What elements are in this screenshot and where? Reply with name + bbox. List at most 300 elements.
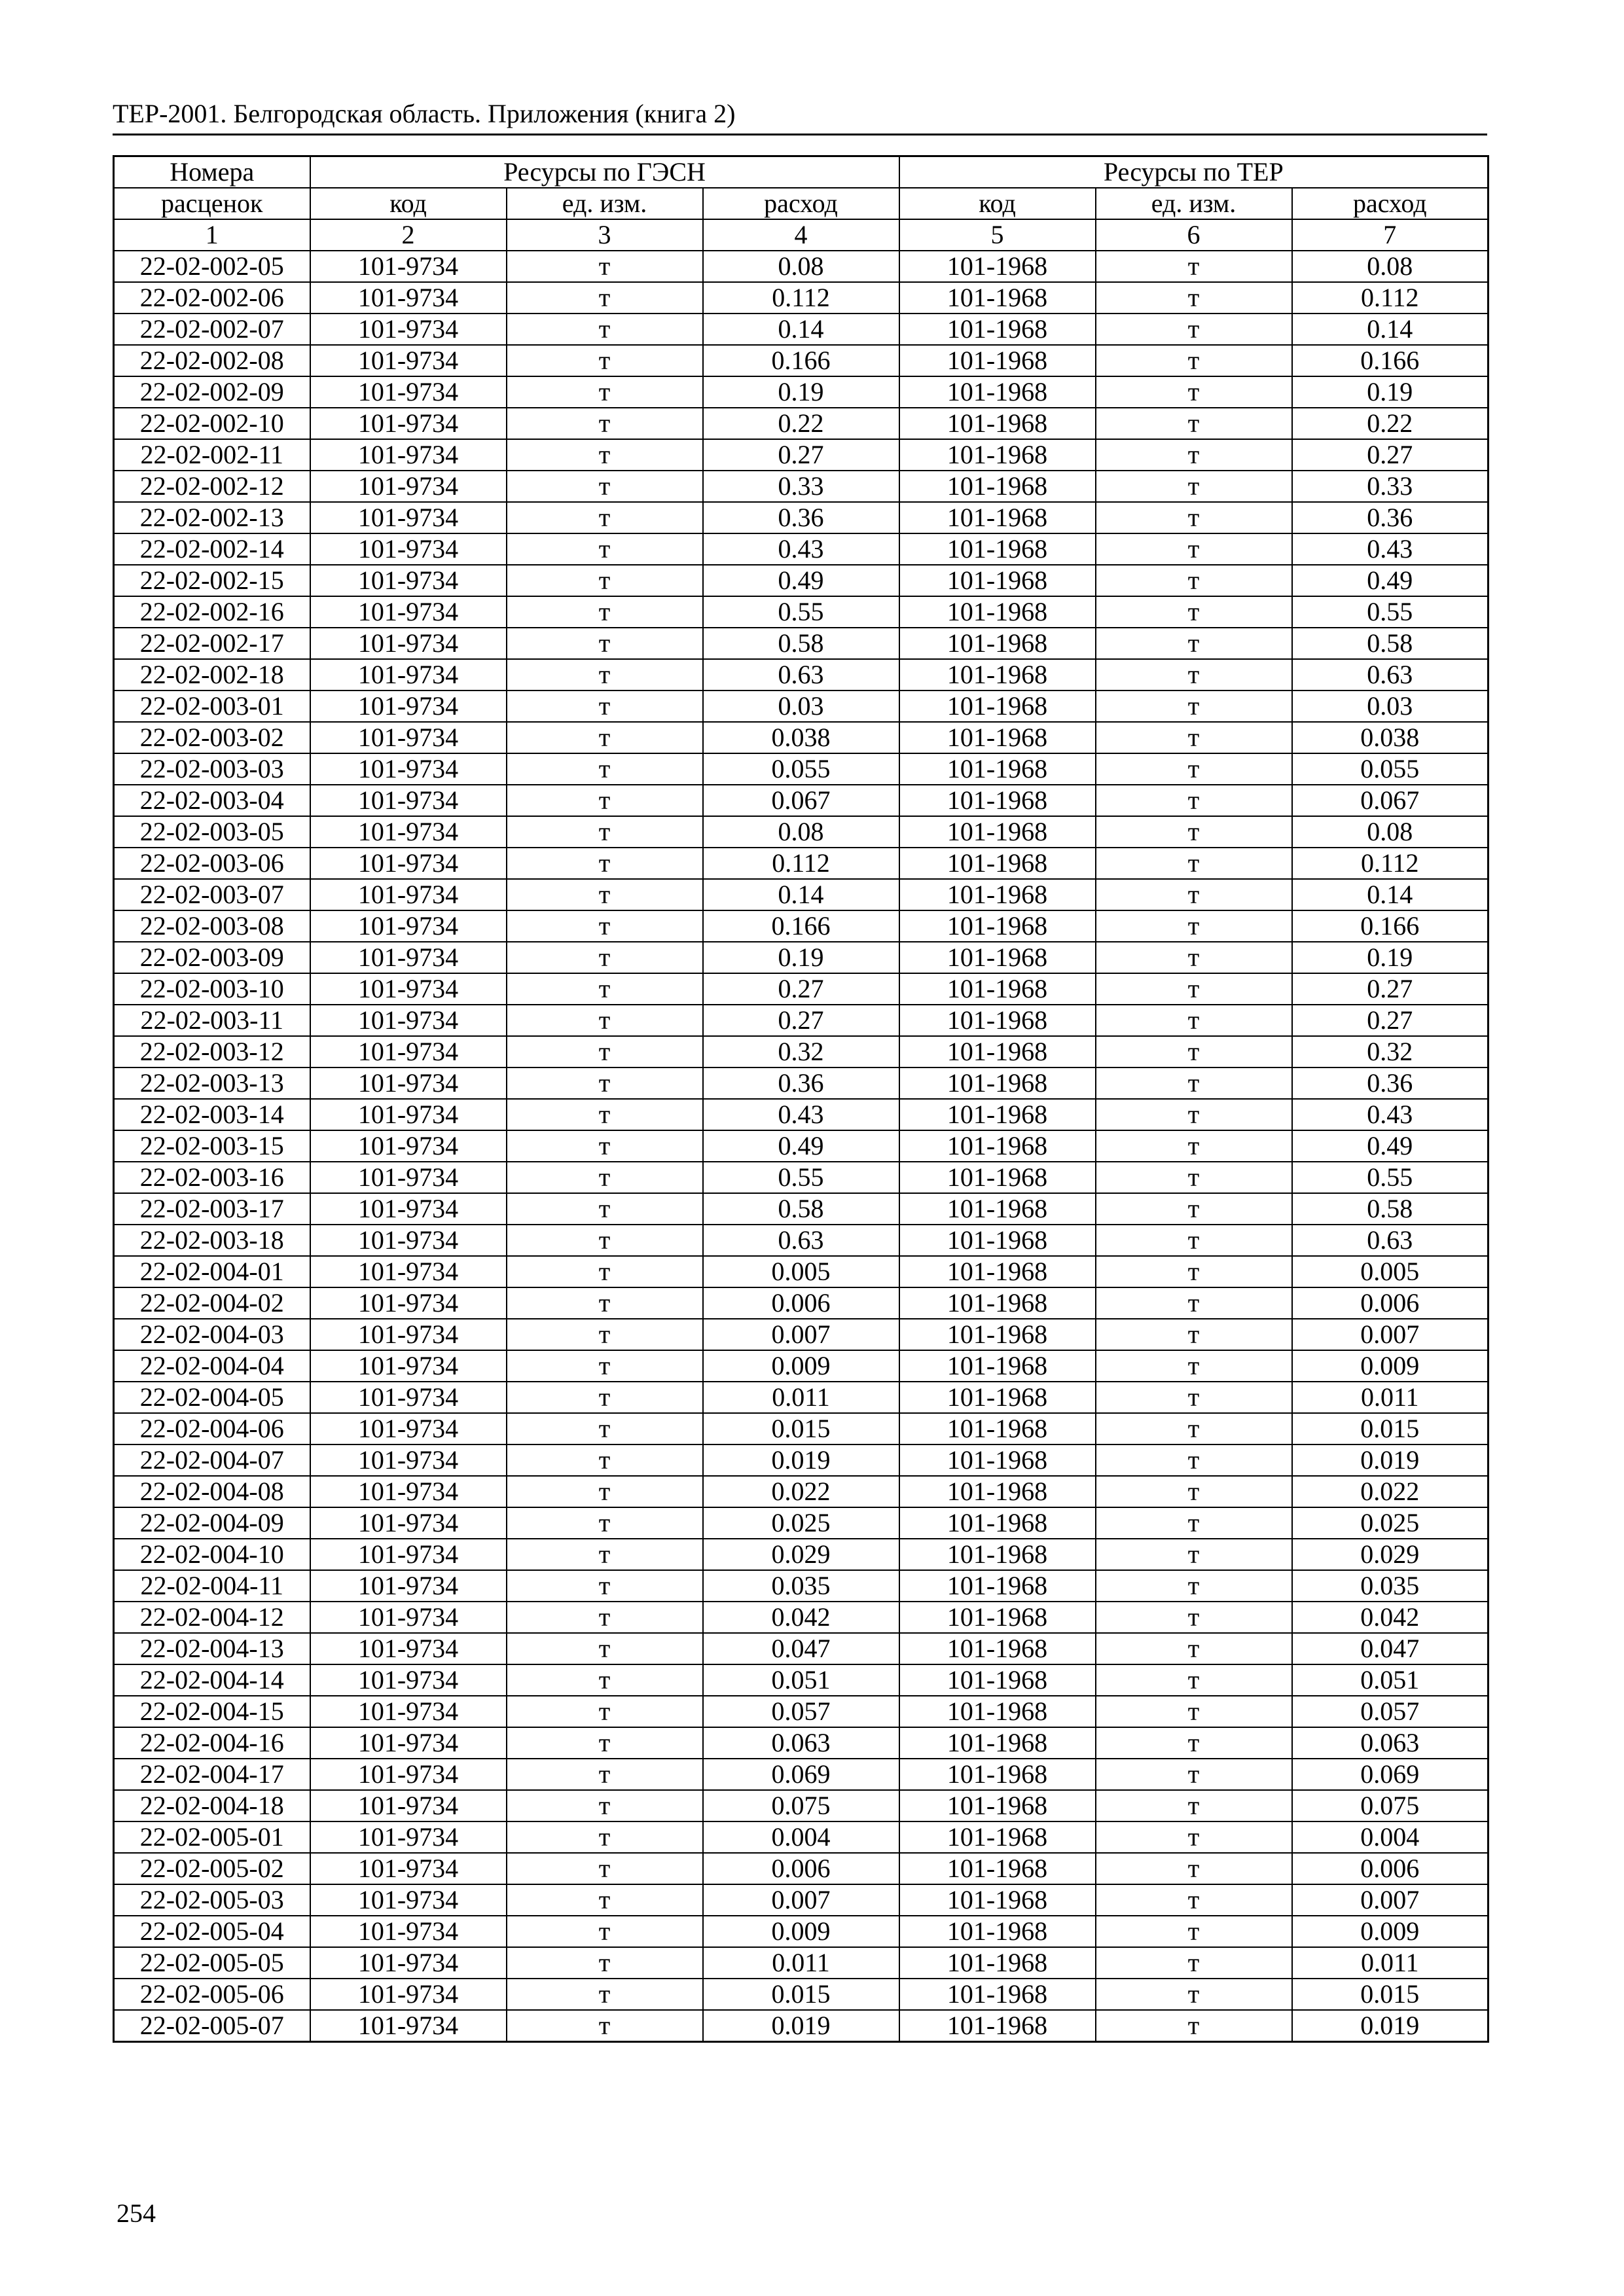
table-row [114, 1633, 1489, 1664]
gesn-code-cell: 101-9734 [310, 1727, 507, 1759]
ter-unit-cell: т [1096, 879, 1292, 910]
ter-unit-cell: т [1096, 1319, 1292, 1350]
gesn-consumption-cell: 0.019 [703, 1444, 899, 1476]
gesn-code-cell: 101-9734 [310, 282, 507, 314]
ter-code-cell: 101-1968 [899, 1759, 1096, 1790]
gesn-unit-cell: т [507, 596, 703, 628]
ter-consumption-cell: 0.55 [1292, 1162, 1489, 1193]
table-row [114, 722, 1489, 753]
gesn-consumption-cell: 0.36 [703, 502, 899, 533]
ter-unit-cell: т [1096, 1539, 1292, 1570]
table-row [114, 314, 1489, 345]
gesn-consumption-cell: 0.14 [703, 314, 899, 345]
ter-unit-cell: т [1096, 1287, 1292, 1319]
rate-number-cell: 22-02-003-14 [114, 1099, 310, 1130]
gesn-code-cell: 101-9734 [310, 1162, 507, 1193]
ter-unit-cell: т [1096, 1884, 1292, 1916]
rate-number-cell: 22-02-002-18 [114, 659, 310, 691]
rate-number-cell: 22-02-005-02 [114, 1853, 310, 1884]
ter-consumption-cell: 0.14 [1292, 314, 1489, 345]
gesn-code-cell: 101-9734 [310, 251, 507, 282]
gesn-consumption-cell: 0.03 [703, 691, 899, 722]
gesn-unit-cell: т [507, 973, 703, 1005]
gesn-code-cell: 101-9734 [310, 910, 507, 942]
gesn-code-cell: 101-9734 [310, 659, 507, 691]
table-row [114, 1759, 1489, 1790]
resources-table [113, 155, 1489, 2043]
gesn-unit-cell: т [507, 439, 703, 471]
gesn-consumption-cell: 0.27 [703, 973, 899, 1005]
ter-consumption-cell: 0.004 [1292, 1821, 1489, 1853]
table-row [114, 1005, 1489, 1036]
ter-unit-cell: т [1096, 533, 1292, 565]
ter-unit-cell: т [1096, 753, 1292, 785]
table-row [114, 1036, 1489, 1067]
gesn-unit-cell: т [507, 753, 703, 785]
ter-code-cell: 101-1968 [899, 1790, 1096, 1821]
gesn-consumption-cell: 0.009 [703, 1350, 899, 1382]
ter-unit-cell: т [1096, 314, 1292, 345]
ter-consumption-cell: 0.006 [1292, 1287, 1489, 1319]
gesn-unit-header: ед. изм. [507, 188, 703, 219]
ter-code-cell: 101-1968 [899, 1916, 1096, 1947]
table-row [114, 1602, 1489, 1633]
ter-consumption-cell: 0.069 [1292, 1759, 1489, 1790]
rate-number-cell: 22-02-002-11 [114, 439, 310, 471]
gesn-unit-cell: т [507, 251, 703, 282]
gesn-code-cell: 101-9734 [310, 1759, 507, 1790]
ter-unit-cell: т [1096, 1036, 1292, 1067]
ter-code-cell: 101-1968 [899, 1005, 1096, 1036]
group-header-row [114, 156, 1489, 188]
ter-code-cell: 101-1968 [899, 1162, 1096, 1193]
gesn-code-cell: 101-9734 [310, 1036, 507, 1067]
ter-consumption-cell: 0.057 [1292, 1696, 1489, 1727]
ter-code-cell: 101-1968 [899, 1130, 1096, 1162]
ter-unit-cell: т [1096, 1727, 1292, 1759]
ter-code-cell: 101-1968 [899, 1476, 1096, 1507]
gesn-consumption-cell: 0.009 [703, 1916, 899, 1947]
rate-number-cell: 22-02-005-05 [114, 1947, 310, 1979]
gesn-code-cell: 101-9734 [310, 1005, 507, 1036]
table-row [114, 1947, 1489, 1979]
gesn-consumption-cell: 0.166 [703, 910, 899, 942]
gesn-code-cell: 101-9734 [310, 1382, 507, 1413]
gesn-code-cell: 101-9734 [310, 1947, 507, 1979]
gesn-consumption-cell: 0.22 [703, 408, 899, 439]
ter-code-cell: 101-1968 [899, 1884, 1096, 1916]
ter-unit-cell: т [1096, 1225, 1292, 1256]
table-row [114, 1413, 1489, 1444]
rate-number-cell: 22-02-003-09 [114, 942, 310, 973]
gesn-consumption-cell: 0.14 [703, 879, 899, 910]
rate-number-cell: 22-02-002-06 [114, 282, 310, 314]
ter-consumption-cell: 0.006 [1292, 1853, 1489, 1884]
ter-consumption-cell: 0.166 [1292, 345, 1489, 376]
ter-code-cell: 101-1968 [899, 1602, 1096, 1633]
table-row [114, 1853, 1489, 1884]
ter-consumption-cell: 0.27 [1292, 439, 1489, 471]
rate-number-cell: 22-02-003-03 [114, 753, 310, 785]
ter-code-cell: 101-1968 [899, 533, 1096, 565]
rate-number-cell: 22-02-003-13 [114, 1067, 310, 1099]
gesn-code-cell: 101-9734 [310, 1602, 507, 1633]
table-row [114, 1916, 1489, 1947]
rate-number-cell: 22-02-004-07 [114, 1444, 310, 1476]
ter-code-cell: 101-1968 [899, 345, 1096, 376]
ter-consumption-cell: 0.27 [1292, 973, 1489, 1005]
gesn-consumption-cell: 0.49 [703, 1130, 899, 1162]
ter-unit-cell: т [1096, 1947, 1292, 1979]
gesn-consumption-cell: 0.58 [703, 1193, 899, 1225]
rate-number-cell: 22-02-004-01 [114, 1256, 310, 1287]
ter-code-cell: 101-1968 [899, 439, 1096, 471]
table-row [114, 1256, 1489, 1287]
sub-header-row [114, 188, 1489, 219]
gesn-consumption-cell: 0.007 [703, 1319, 899, 1350]
ter-consumption-cell: 0.047 [1292, 1633, 1489, 1664]
ter-unit-cell: т [1096, 345, 1292, 376]
ter-consumption-cell: 0.32 [1292, 1036, 1489, 1067]
ter-code-cell: 101-1968 [899, 1947, 1096, 1979]
table-row [114, 471, 1489, 502]
gesn-unit-cell: т [507, 1853, 703, 1884]
ter-code-cell: 101-1968 [899, 376, 1096, 408]
gesn-code-cell: 101-9734 [310, 848, 507, 879]
ter-consumption-cell: 0.49 [1292, 1130, 1489, 1162]
ter-code-cell: 101-1968 [899, 1664, 1096, 1696]
gesn-code-cell: 101-9734 [310, 785, 507, 816]
gesn-code-cell: 101-9734 [310, 942, 507, 973]
ter-unit-cell: т [1096, 408, 1292, 439]
table-row [114, 282, 1489, 314]
table-row [114, 596, 1489, 628]
ter-unit-cell: т [1096, 1853, 1292, 1884]
gesn-unit-cell: т [507, 1633, 703, 1664]
gesn-consumption-cell: 0.32 [703, 1036, 899, 1067]
ter-code-header: код [899, 188, 1096, 219]
gesn-consumption-cell: 0.49 [703, 565, 899, 596]
gesn-unit-cell: т [507, 345, 703, 376]
table-row [114, 942, 1489, 973]
rate-number-cell: 22-02-004-08 [114, 1476, 310, 1507]
ter-code-cell: 101-1968 [899, 1319, 1096, 1350]
gesn-code-cell: 101-9734 [310, 1664, 507, 1696]
gesn-code-cell: 101-9734 [310, 879, 507, 910]
gesn-unit-cell: т [507, 1790, 703, 1821]
ter-consumption-cell: 0.22 [1292, 408, 1489, 439]
rate-number-cell: 22-02-004-14 [114, 1664, 310, 1696]
table-row [114, 753, 1489, 785]
rate-number-cell: 22-02-004-12 [114, 1602, 310, 1633]
rate-number-cell: 22-02-004-02 [114, 1287, 310, 1319]
column-number: 2 [310, 219, 507, 251]
ter-consumption-cell: 0.025 [1292, 1507, 1489, 1539]
gesn-unit-cell: т [507, 1413, 703, 1444]
gesn-consumption-cell: 0.004 [703, 1821, 899, 1853]
gesn-unit-cell: т [507, 942, 703, 973]
table-row [114, 1727, 1489, 1759]
gesn-unit-cell: т [507, 1130, 703, 1162]
table-row [114, 408, 1489, 439]
rate-number-cell: 22-02-004-16 [114, 1727, 310, 1759]
gesn-unit-cell: т [507, 691, 703, 722]
gesn-unit-cell: т [507, 659, 703, 691]
table-row [114, 251, 1489, 282]
ter-unit-cell: т [1096, 1350, 1292, 1382]
gesn-unit-cell: т [507, 1759, 703, 1790]
rate-number-cell: 22-02-002-08 [114, 345, 310, 376]
gesn-consumption-cell: 0.112 [703, 848, 899, 879]
ter-code-cell: 101-1968 [899, 314, 1096, 345]
rate-number-cell: 22-02-002-14 [114, 533, 310, 565]
gesn-code-cell: 101-9734 [310, 1256, 507, 1287]
gesn-unit-cell: т [507, 1067, 703, 1099]
rate-number-cell: 22-02-004-09 [114, 1507, 310, 1539]
rate-number-cell: 22-02-002-15 [114, 565, 310, 596]
table-row [114, 910, 1489, 942]
gesn-unit-cell: т [507, 2010, 703, 2042]
ter-code-cell: 101-1968 [899, 628, 1096, 659]
table-row [114, 973, 1489, 1005]
ter-consumption-cell: 0.038 [1292, 722, 1489, 753]
table-row [114, 1444, 1489, 1476]
gesn-consumption-cell: 0.006 [703, 1853, 899, 1884]
ter-code-cell: 101-1968 [899, 282, 1096, 314]
ter-consumption-cell: 0.03 [1292, 691, 1489, 722]
ter-unit-cell: т [1096, 439, 1292, 471]
gesn-code-cell: 101-9734 [310, 722, 507, 753]
ter-unit-cell: т [1096, 1602, 1292, 1633]
column-number: 3 [507, 219, 703, 251]
ter-unit-cell: т [1096, 722, 1292, 753]
ter-consumption-cell: 0.58 [1292, 628, 1489, 659]
gesn-unit-cell: т [507, 879, 703, 910]
gesn-unit-cell: т [507, 1602, 703, 1633]
gesn-code-cell: 101-9734 [310, 439, 507, 471]
gesn-unit-cell: т [507, 1664, 703, 1696]
ter-consumption-cell: 0.015 [1292, 1413, 1489, 1444]
column-number: 5 [899, 219, 1096, 251]
ter-consumption-cell: 0.58 [1292, 1193, 1489, 1225]
table-row [114, 1979, 1489, 2010]
column-number: 4 [703, 219, 899, 251]
gesn-code-cell: 101-9734 [310, 1287, 507, 1319]
rate-number-cell: 22-02-002-12 [114, 471, 310, 502]
gesn-code-cell: 101-9734 [310, 1979, 507, 2010]
ter-code-cell: 101-1968 [899, 848, 1096, 879]
ter-code-cell: 101-1968 [899, 565, 1096, 596]
ter-unit-cell: т [1096, 785, 1292, 816]
table-row [114, 1382, 1489, 1413]
rate-number-cell: 22-02-005-01 [114, 1821, 310, 1853]
page-number: 254 [117, 2198, 156, 2228]
gesn-code-cell: 101-9734 [310, 1067, 507, 1099]
ter-unit-cell: т [1096, 691, 1292, 722]
table-row [114, 345, 1489, 376]
gesn-code-cell: 101-9734 [310, 1570, 507, 1602]
gesn-unit-cell: т [507, 1539, 703, 1570]
gesn-unit-cell: т [507, 282, 703, 314]
ter-unit-cell: т [1096, 1193, 1292, 1225]
ter-unit-cell: т [1096, 1759, 1292, 1790]
gesn-consumption-cell: 0.006 [703, 1287, 899, 1319]
gesn-consumption-cell: 0.011 [703, 1382, 899, 1413]
ter-unit-cell: т [1096, 1916, 1292, 1947]
ter-consumption-cell: 0.166 [1292, 910, 1489, 942]
gesn-code-cell: 101-9734 [310, 2010, 507, 2042]
table-row [114, 1319, 1489, 1350]
ter-consumption-cell: 0.019 [1292, 1444, 1489, 1476]
table-row [114, 1350, 1489, 1382]
gesn-consumption-cell: 0.051 [703, 1664, 899, 1696]
ter-unit-cell: т [1096, 1979, 1292, 2010]
ter-code-cell: 101-1968 [899, 816, 1096, 848]
table-row [114, 376, 1489, 408]
ter-unit-cell: т [1096, 2010, 1292, 2042]
rate-number-cell: 22-02-003-15 [114, 1130, 310, 1162]
ter-unit-cell: т [1096, 565, 1292, 596]
ter-code-cell: 101-1968 [899, 1727, 1096, 1759]
gesn-consumption-cell: 0.038 [703, 722, 899, 753]
gesn-code-cell: 101-9734 [310, 565, 507, 596]
table-row [114, 691, 1489, 722]
gesn-unit-cell: т [507, 1350, 703, 1382]
table-row [114, 502, 1489, 533]
gesn-consumption-cell: 0.08 [703, 251, 899, 282]
table-body [114, 251, 1489, 2042]
rate-number-cell: 22-02-003-04 [114, 785, 310, 816]
ter-consumption-cell: 0.36 [1292, 1067, 1489, 1099]
gesn-code-cell: 101-9734 [310, 1476, 507, 1507]
ter-code-cell: 101-1968 [899, 722, 1096, 753]
table-row [114, 1099, 1489, 1130]
gesn-unit-cell: т [507, 1476, 703, 1507]
gesn-code-cell: 101-9734 [310, 1130, 507, 1162]
gesn-consumption-cell: 0.022 [703, 1476, 899, 1507]
gesn-unit-cell: т [507, 1319, 703, 1350]
rate-number-cell: 22-02-004-06 [114, 1413, 310, 1444]
ter-code-cell: 101-1968 [899, 879, 1096, 910]
table-row [114, 785, 1489, 816]
gesn-consumption-cell: 0.057 [703, 1696, 899, 1727]
ter-unit-cell: т [1096, 282, 1292, 314]
rate-number-cell: 22-02-004-13 [114, 1633, 310, 1664]
gesn-consumption-cell: 0.43 [703, 533, 899, 565]
ter-unit-cell: т [1096, 1821, 1292, 1853]
table-row [114, 628, 1489, 659]
ter-consumption-cell: 0.005 [1292, 1256, 1489, 1287]
gesn-code-cell: 101-9734 [310, 1916, 507, 1947]
gesn-consumption-cell: 0.042 [703, 1602, 899, 1633]
table-row [114, 1287, 1489, 1319]
ter-unit-cell: т [1096, 973, 1292, 1005]
gesn-unit-cell: т [507, 1916, 703, 1947]
ter-unit-cell: т [1096, 1162, 1292, 1193]
gesn-code-cell: 101-9734 [310, 973, 507, 1005]
rate-number-cell: 22-02-003-11 [114, 1005, 310, 1036]
table-row [114, 1821, 1489, 1853]
ter-code-cell: 101-1968 [899, 1570, 1096, 1602]
document-title: ТЕР-2001. Белгородская область. Приложения (книга 2) [113, 99, 736, 128]
gesn-unit-cell: т [507, 1005, 703, 1036]
ter-code-cell: 101-1968 [899, 1382, 1096, 1413]
gesn-unit-cell: т [507, 1162, 703, 1193]
gesn-unit-cell: т [507, 1193, 703, 1225]
ter-unit-cell: т [1096, 816, 1292, 848]
ter-unit-cell: т [1096, 628, 1292, 659]
rate-number-cell: 22-02-002-09 [114, 376, 310, 408]
ter-code-cell: 101-1968 [899, 942, 1096, 973]
gesn-consumption-cell: 0.112 [703, 282, 899, 314]
ter-unit-cell: т [1096, 471, 1292, 502]
ter-consumption-cell: 0.015 [1292, 1979, 1489, 2010]
gesn-unit-cell: т [507, 565, 703, 596]
ter-code-cell: 101-1968 [899, 785, 1096, 816]
page-header [113, 97, 1487, 135]
ter-unit-cell: т [1096, 659, 1292, 691]
ter-code-cell: 101-1968 [899, 1193, 1096, 1225]
ter-unit-cell: т [1096, 1696, 1292, 1727]
ter-code-cell: 101-1968 [899, 1853, 1096, 1884]
gesn-consumption-cell: 0.067 [703, 785, 899, 816]
gesn-consumption-cell: 0.33 [703, 471, 899, 502]
rate-number-cell: 22-02-003-08 [114, 910, 310, 942]
ter-consumption-cell: 0.009 [1292, 1916, 1489, 1947]
rate-number-cell: 22-02-003-05 [114, 816, 310, 848]
gesn-code-cell: 101-9734 [310, 1633, 507, 1664]
ter-consumption-cell: 0.051 [1292, 1664, 1489, 1696]
rate-number-cell: 22-02-005-06 [114, 1979, 310, 2010]
ter-unit-cell: т [1096, 1444, 1292, 1476]
ter-unit-cell: т [1096, 1099, 1292, 1130]
ter-unit-cell: т [1096, 1570, 1292, 1602]
gesn-consumption-cell: 0.025 [703, 1507, 899, 1539]
ter-consumption-cell: 0.55 [1292, 596, 1489, 628]
gesn-code-cell: 101-9734 [310, 345, 507, 376]
rate-number-cell: 22-02-003-07 [114, 879, 310, 910]
gesn-consumption-cell: 0.19 [703, 942, 899, 973]
gesn-code-cell: 101-9734 [310, 1790, 507, 1821]
rate-number-cell: 22-02-004-18 [114, 1790, 310, 1821]
rate-number-cell: 22-02-002-07 [114, 314, 310, 345]
gesn-unit-cell: т [507, 785, 703, 816]
gesn-consumption-cell: 0.011 [703, 1947, 899, 1979]
column-number: 1 [114, 219, 310, 251]
gesn-code-cell: 101-9734 [310, 1539, 507, 1570]
ter-code-cell: 101-1968 [899, 596, 1096, 628]
table-row [114, 1507, 1489, 1539]
gesn-consumption-cell: 0.007 [703, 1884, 899, 1916]
gesn-consumption-cell: 0.015 [703, 1979, 899, 2010]
gesn-unit-cell: т [507, 376, 703, 408]
gesn-resources-header: Ресурсы по ГЭСН [310, 156, 899, 188]
gesn-code-cell: 101-9734 [310, 471, 507, 502]
gesn-unit-cell: т [507, 471, 703, 502]
rate-number-cell: 22-02-002-10 [114, 408, 310, 439]
ter-code-cell: 101-1968 [899, 1036, 1096, 1067]
ter-code-cell: 101-1968 [899, 1539, 1096, 1570]
gesn-consumption-cell: 0.63 [703, 659, 899, 691]
gesn-code-cell: 101-9734 [310, 596, 507, 628]
gesn-code-cell: 101-9734 [310, 1821, 507, 1853]
ter-consumption-cell: 0.063 [1292, 1727, 1489, 1759]
ter-unit-cell: т [1096, 1382, 1292, 1413]
ter-code-cell: 101-1968 [899, 1350, 1096, 1382]
gesn-code-cell: 101-9734 [310, 1099, 507, 1130]
ter-unit-cell: т [1096, 1256, 1292, 1287]
rate-number-cell: 22-02-003-12 [114, 1036, 310, 1067]
